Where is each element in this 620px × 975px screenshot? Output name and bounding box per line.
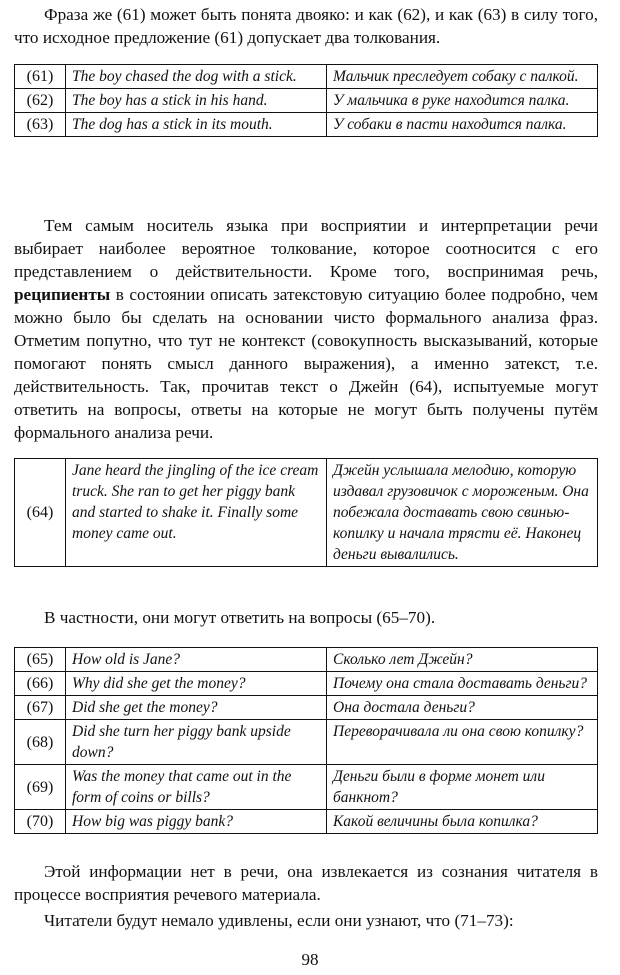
- table-row: [15, 89, 598, 113]
- english-question: Did she turn her piggy bank upside down?: [66, 720, 327, 765]
- paragraph-part: в состоянии описать затекстовую ситуацию более подробно, чем можно было бы сделать на основании чисто формального анализа фраз. Отметим попутно, что тут не контекст (совокупность высказываний, которые помогают понять смысл данного выражения), а именно затекст, т.е. действительность. Так, прочитав текст о Джейн (64), испытуемые могут ответить на вопросы, ответы на которые не могут быть получены путём формального анализа речи.: [14, 285, 598, 442]
- russian-question: Какой величины была копилка?: [327, 810, 598, 834]
- paragraph-readers-surprised: Читатели будут немало удивлены, если они узнают, что (71–73):: [44, 911, 514, 930]
- english-question: Was the money that came out in the form of coins or bills?: [66, 765, 327, 810]
- questions-table-65-70: [14, 647, 598, 834]
- example-number: (69): [15, 765, 66, 810]
- example-number: (68): [15, 720, 66, 765]
- russian-question: Переворачивала ли она свою копилку?: [327, 720, 598, 765]
- example-number: (66): [15, 672, 66, 696]
- paragraph-questions-intro: В частности, они могут ответить на вопросы (65–70).: [44, 608, 436, 627]
- english-question: Why did she get the money?: [66, 672, 327, 696]
- english-question: How big was piggy bank?: [66, 810, 327, 834]
- russian-translation: Джейн услышала мелодию, которую издавал грузовичок с мороженым. Она побежала доставать свою свинью-копилку и начала трясти её. Наконец деньги вывалились.: [327, 459, 598, 567]
- russian-question: Она достала деньги?: [327, 696, 598, 720]
- example-number: (62): [15, 89, 66, 113]
- russian-translation: У собаки в пасти находится палка.: [327, 113, 598, 137]
- table-row: [15, 672, 598, 696]
- example-number: (67): [15, 696, 66, 720]
- paragraph-part: Тем самым носитель языка при восприятии и интерпретации речи выбирает наиболее вероятное толкование, которое соотносится с его представлением о действительности. Кроме того, воспринимая речь,: [14, 216, 598, 281]
- russian-question: Почему она стала доставать деньги?: [327, 672, 598, 696]
- paragraph-reader-consciousness: Этой информации нет в речи, она извлекается из сознания читателя в процессе восприятия речевого материала.: [14, 862, 598, 904]
- russian-translation: У мальчика в руке находится палка.: [327, 89, 598, 113]
- table-row: [15, 459, 598, 567]
- example-number: (63): [15, 113, 66, 137]
- table-row: [15, 810, 598, 834]
- table-row: [15, 765, 598, 810]
- table-row: [15, 648, 598, 672]
- table-row: [15, 720, 598, 765]
- page-number: 98: [301, 950, 319, 969]
- russian-question: Деньги были в форме монет или банкнот?: [327, 765, 598, 810]
- example-number: (64): [15, 459, 66, 567]
- bold-term: реципиенты: [14, 285, 111, 304]
- paragraph-recipients: [14, 214, 598, 444]
- table-row: [15, 113, 598, 137]
- english-question: Did she get the money?: [66, 696, 327, 720]
- example-number: (65): [15, 648, 66, 672]
- russian-question: Сколько лет Джейн?: [327, 648, 598, 672]
- english-sentence: The boy chased the dog with a stick.: [66, 65, 327, 89]
- intro-paragraph: Фраза же (61) может быть понята двояко: и как (62), и как (63) в силу того, что исходное предложение (61) допускает два толкования.: [14, 5, 598, 47]
- english-sentence: Jane heard the jingling of the ice cream truck. She ran to get her piggy bank and started to shake it. Finally some money came out.: [66, 459, 327, 567]
- examples-table-64: [14, 458, 598, 567]
- example-number: (61): [15, 65, 66, 89]
- russian-translation: Мальчик преследует собаку с палкой.: [327, 65, 598, 89]
- table-row: [15, 696, 598, 720]
- table-row: [15, 65, 598, 89]
- examples-table-61-63: [14, 64, 598, 137]
- example-number: (70): [15, 810, 66, 834]
- english-question: How old is Jane?: [66, 648, 327, 672]
- english-sentence: The dog has a stick in its mouth.: [66, 113, 327, 137]
- english-sentence: The boy has a stick in his hand.: [66, 89, 327, 113]
